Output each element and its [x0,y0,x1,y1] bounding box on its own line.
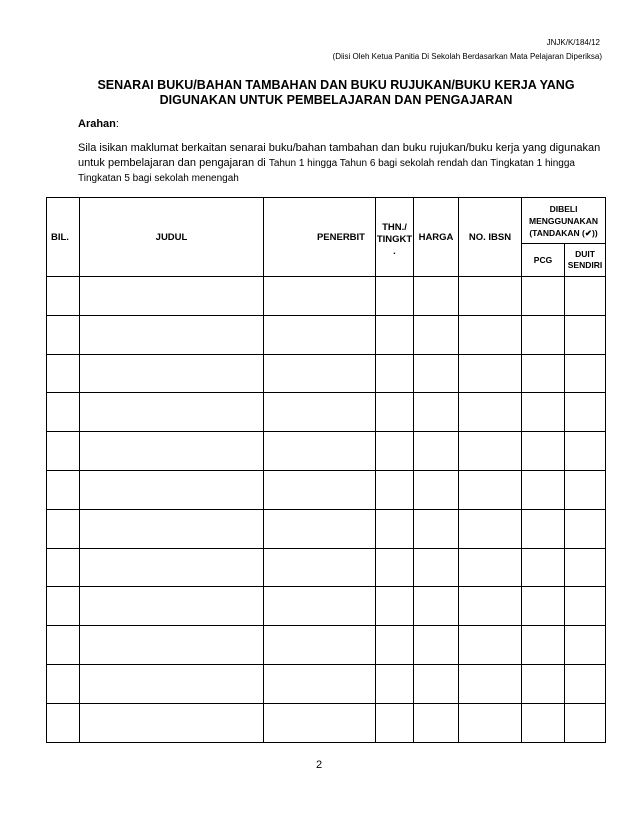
cell-bil[interactable] [47,315,80,354]
cell-duit-sendiri[interactable] [565,664,606,703]
instructions-text [78,141,618,186]
cell-thn[interactable] [376,664,414,703]
cell-thn[interactable] [376,315,414,354]
cell-pcg[interactable] [522,315,565,354]
header-no-isbn: NO. IBSN [459,198,522,277]
cell-harga[interactable] [414,509,459,548]
reference-note: (Diisi Oleh Ketua Panitia Di Sekolah Berdasarkan Mata Pelajaran Diperiksa) [332,52,602,61]
cell-penerbit[interactable] [264,393,376,432]
cell-pcg[interactable] [522,587,565,626]
cell-penerbit[interactable] [264,626,376,665]
cell-pcg[interactable] [522,354,565,393]
cell-isbn[interactable] [459,470,522,509]
cell-harga[interactable] [414,626,459,665]
cell-isbn[interactable] [459,548,522,587]
cell-harga[interactable] [414,664,459,703]
cell-duit-sendiri[interactable] [565,432,606,471]
header-harga: HARGA [414,198,459,277]
cell-judul[interactable] [80,587,264,626]
header-dibeli-menggunakan [522,198,606,244]
cell-harga[interactable] [414,315,459,354]
cell-duit-sendiri[interactable] [565,277,606,316]
table-row [47,587,606,626]
cell-thn[interactable] [376,277,414,316]
cell-pcg[interactable] [522,393,565,432]
instructions-part-2: Tahun 1 hingga Tahun 6 bagi sekolah rendah dan Tingkatan 1 hingga Tingkatan 5 bagi sekolah menengah [78,158,575,184]
cell-isbn[interactable] [459,432,522,471]
table-body [47,277,606,743]
cell-bil[interactable] [47,664,80,703]
cell-thn[interactable] [376,470,414,509]
cell-bil[interactable] [47,432,80,471]
cell-harga[interactable] [414,354,459,393]
cell-bil[interactable] [47,703,80,742]
cell-penerbit[interactable] [264,432,376,471]
cell-duit-sendiri[interactable] [565,626,606,665]
cell-isbn[interactable] [459,509,522,548]
cell-isbn[interactable] [459,664,522,703]
reference-code: JNJK/K/184/12 [546,38,600,47]
cell-penerbit[interactable] [264,315,376,354]
header-thn-line-1: THN./ [382,222,407,233]
cell-harga[interactable] [414,393,459,432]
cell-penerbit[interactable] [264,509,376,548]
header-penerbit: PENERBIT [264,198,376,277]
cell-penerbit[interactable] [264,587,376,626]
cell-penerbit[interactable] [264,354,376,393]
cell-harga[interactable] [414,432,459,471]
cell-duit-sendiri[interactable] [565,548,606,587]
table-row [47,626,606,665]
cell-bil[interactable] [47,509,80,548]
title-line-2: DIGUNAKAN UNTUK PEMBELAJARAN DAN PENGAJARAN [159,93,513,107]
cell-harga[interactable] [414,470,459,509]
cell-duit-sendiri[interactable] [565,703,606,742]
cell-harga[interactable] [414,548,459,587]
instructions-part-1: Sila isikan maklumat berkaitan senarai buku/bahan tambahan dan buku rujukan/buku kerja yang digunakan untuk pembelajaran dan pengajaran di [78,142,601,169]
cell-isbn[interactable] [459,354,522,393]
header-dibeli-line-2: MENGGUNAKAN [529,215,598,226]
table-row [47,548,606,587]
cell-thn[interactable] [376,432,414,471]
instructions-label-text: Arahan [78,118,116,130]
table-row [47,315,606,354]
cell-pcg[interactable] [522,277,565,316]
header-pcg: PCG [522,244,565,277]
cell-thn[interactable] [376,703,414,742]
cell-judul[interactable] [80,315,264,354]
instructions-label-colon: : [115,118,119,130]
header-duit-sendiri [565,244,606,277]
header-bil: BIL. [47,198,80,277]
cell-duit-sendiri[interactable] [565,354,606,393]
table-row [47,509,606,548]
instructions-label [78,118,119,130]
cell-judul[interactable] [80,470,264,509]
header-duit-line-2: SENDIRI [567,260,603,270]
cell-bil[interactable] [47,626,80,665]
cell-harga[interactable] [414,277,459,316]
cell-thn[interactable] [376,626,414,665]
cell-penerbit[interactable] [264,664,376,703]
cell-judul[interactable] [80,664,264,703]
table-row [47,432,606,471]
cell-judul[interactable] [80,432,264,471]
cell-penerbit[interactable] [264,703,376,742]
cell-judul[interactable] [80,626,264,665]
cell-bil[interactable] [47,587,80,626]
cell-pcg[interactable] [522,432,565,471]
cell-isbn[interactable] [459,626,522,665]
table-row [47,470,606,509]
cell-harga[interactable] [414,587,459,626]
cell-judul[interactable] [80,277,264,316]
table-row [47,277,606,316]
cell-judul[interactable] [80,703,264,742]
header-dibeli-line-3: (TANDAKAN (✔)) [529,227,598,238]
cell-pcg[interactable] [522,509,565,548]
title-line-1: SENARAI BUKU/BAHAN TAMBAHAN DAN BUKU RUJUKAN/BUKU KERJA YANG [97,78,575,92]
cell-judul[interactable] [80,393,264,432]
cell-duit-sendiri[interactable] [565,587,606,626]
cell-harga[interactable] [414,703,459,742]
header-dibeli-line-1: DIBELI [549,203,578,214]
header-thn-line-3: . [393,246,396,257]
table-row [47,664,606,703]
cell-pcg[interactable] [522,470,565,509]
header-judul: JUDUL [80,198,264,277]
cell-bil[interactable] [47,277,80,316]
table-row [47,354,606,393]
document-title [60,78,612,108]
cell-bil[interactable] [47,470,80,509]
cell-duit-sendiri[interactable] [565,393,606,432]
cell-isbn[interactable] [459,315,522,354]
cell-isbn[interactable] [459,703,522,742]
cell-bil[interactable] [47,548,80,587]
cell-thn[interactable] [376,509,414,548]
cell-pcg[interactable] [522,626,565,665]
cell-isbn[interactable] [459,587,522,626]
cell-penerbit[interactable] [264,548,376,587]
header-thn-line-2: TINGKT [376,234,413,245]
table-row [47,393,606,432]
cell-duit-sendiri[interactable] [565,315,606,354]
cell-judul[interactable] [80,509,264,548]
header-duit-line-1: DUIT [575,249,595,259]
page-number: 2 [315,759,323,771]
cell-isbn[interactable] [459,393,522,432]
cell-bil[interactable] [47,393,80,432]
cell-thn[interactable] [376,587,414,626]
cell-duit-sendiri[interactable] [565,509,606,548]
cell-penerbit[interactable] [264,470,376,509]
cell-pcg[interactable] [522,664,565,703]
cell-thn[interactable] [376,393,414,432]
cell-judul[interactable] [80,548,264,587]
cell-duit-sendiri[interactable] [565,470,606,509]
cell-isbn[interactable] [459,277,522,316]
header-thn-tingkatan [376,198,414,277]
cell-bil[interactable] [47,354,80,393]
table-row [47,703,606,742]
cell-penerbit[interactable] [264,277,376,316]
cell-pcg[interactable] [522,703,565,742]
cell-thn[interactable] [376,548,414,587]
cell-judul[interactable] [80,354,264,393]
book-list-table [46,197,606,743]
cell-pcg[interactable] [522,548,565,587]
cell-thn[interactable] [376,354,414,393]
